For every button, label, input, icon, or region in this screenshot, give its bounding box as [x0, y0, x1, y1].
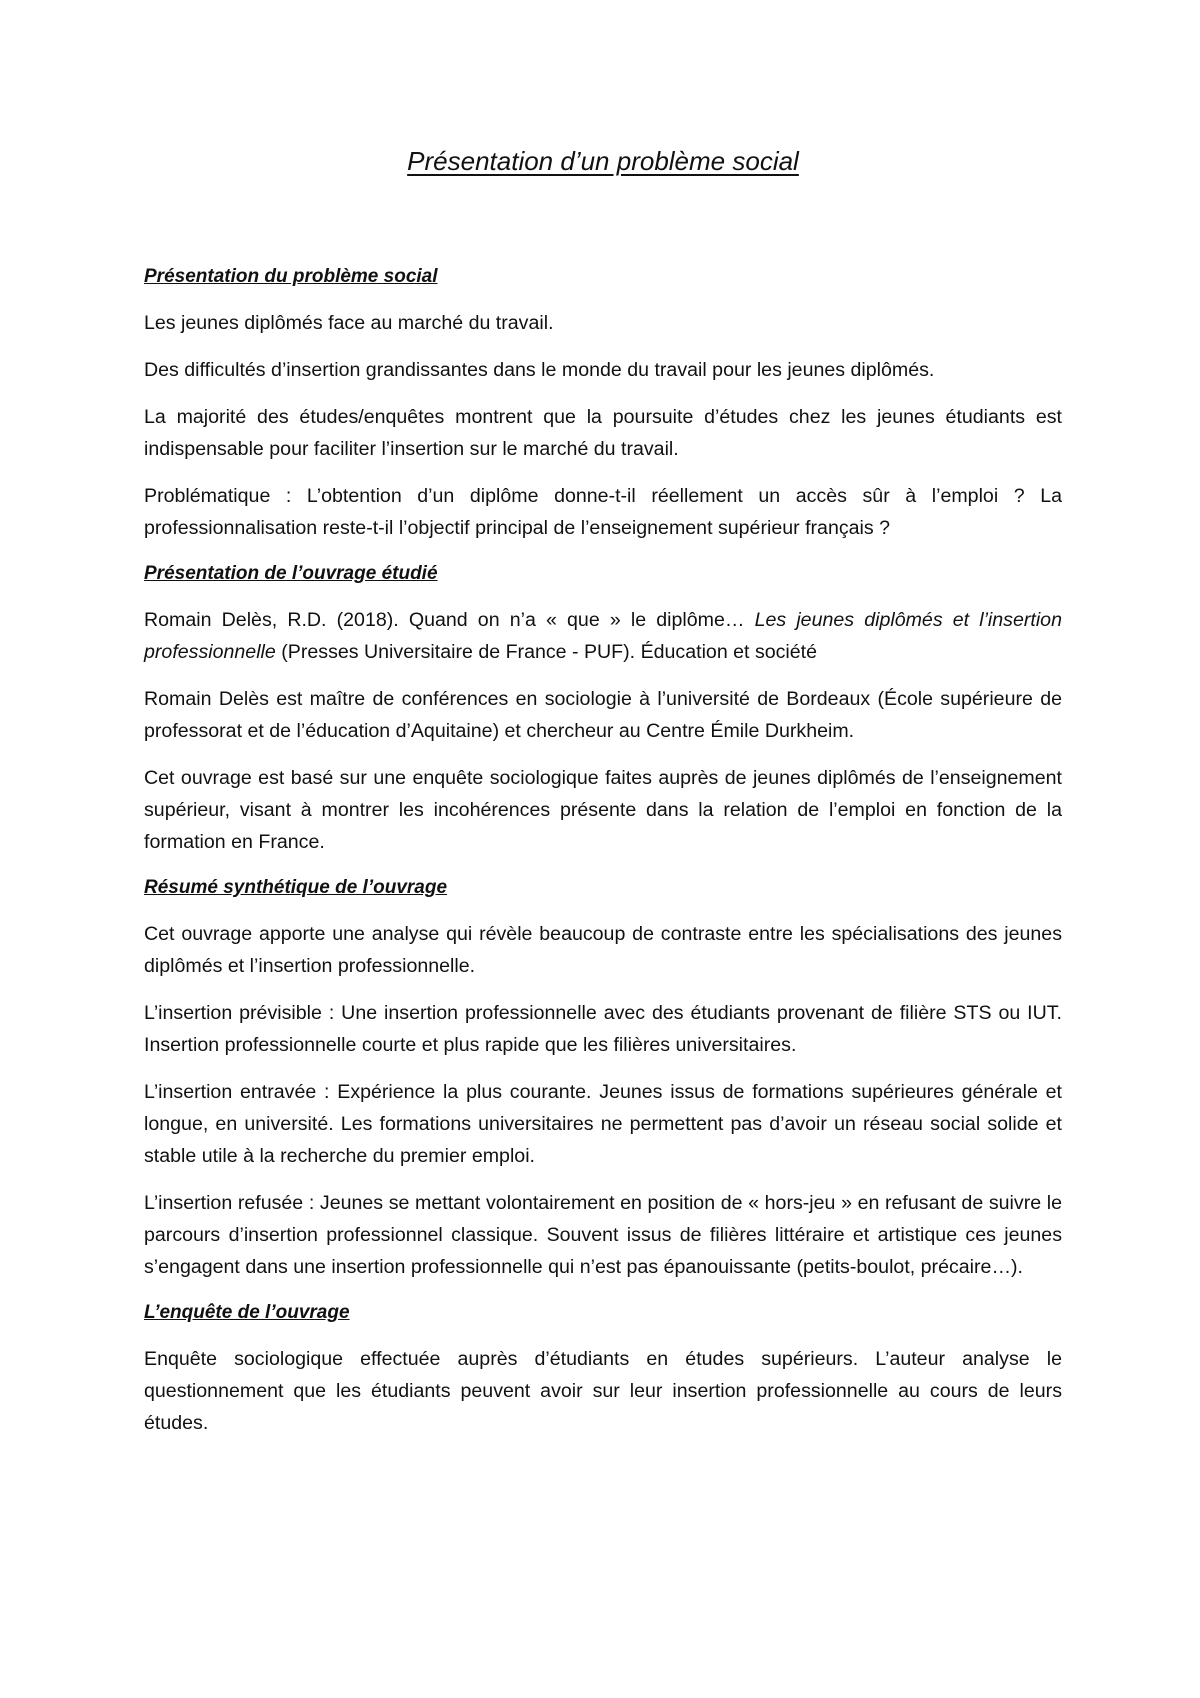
- paragraph: La majorité des études/enquêtes montrent que la poursuite d’études chez les jeunes étudiants est indispensable pour faciliter l’insertion sur le marché du travail.: [144, 406, 1062, 460]
- section-heading-survey: L’enquête de l’ouvrage: [144, 1302, 350, 1323]
- paragraph-problematique: Problématique : L’obtention d’un diplôme donne-t-il réellement un accès sûr à l’emploi ? La professionnalisation reste-t-il l’objectif principal de l’enseignement supérieur français ?: [144, 485, 1062, 539]
- paragraph: Enquête sociologique effectuée auprès d’étudiants en études supérieurs. L’auteur analyse le questionnement que les étudiants peuvent avoir sur leur insertion professionnelle au cours de leurs études.: [144, 1348, 1062, 1434]
- document-page: [144, 0, 1062, 1698]
- reference-text: Romain Delès, R.D. (2018). Quand on n’a « que » le diplôme…: [144, 609, 755, 631]
- document-title: Présentation d’un problème social: [407, 146, 799, 176]
- book-title: Les jeunes diplômés et l’insertion professionnelle: [144, 609, 1062, 663]
- paragraph-author: Romain Delès est maître de conférences en sociologie à l’université de Bordeaux (École supérieure de professorat et de l’éducation d’Aquitaine) et chercheur au Centre Émile Durkheim.: [144, 688, 1062, 742]
- section-heading-book: Présentation de l’ouvrage étudié: [144, 563, 438, 584]
- book-reference: [144, 604, 1062, 668]
- paragraph: Les jeunes diplômés face au marché du travail.: [144, 312, 554, 334]
- document-body: [144, 262, 1062, 1454]
- paragraph-insertion-previsible: L’insertion prévisible : Une insertion professionnelle avec des étudiants provenant de filière STS ou IUT. Insertion professionnelle courte et plus rapide que les filières universitaires.: [144, 1002, 1062, 1056]
- paragraph: Cet ouvrage apporte une analyse qui révèle beaucoup de contraste entre les spécialisations des jeunes diplômés et l’insertion professionnelle.: [144, 923, 1062, 977]
- paragraph: Des difficultés d’insertion grandissantes dans le monde du travail pour les jeunes diplômés.: [144, 359, 935, 381]
- paragraph-insertion-entravee: L’insertion entravée : Expérience la plus courante. Jeunes issus de formations supérieures générale et longue, en université. Les formations universitaires ne permettent pas d’avoir un réseau social solide et stable utile à la recherche du premier emploi.: [144, 1081, 1062, 1167]
- paragraph-insertion-refusee: L’insertion refusée : Jeunes se mettant volontairement en position de « hors-jeu » en refusant de suivre le parcours d’insertion professionnel classique. Souvent issus de filières littéraire et artistique ces jeunes s’engagent dans une insertion professionnelle qui n’est pas épanouissante (petits-boulot, précaire…).: [144, 1192, 1062, 1278]
- section-heading-problem: Présentation du problème social: [144, 266, 438, 287]
- section-heading-summary: Résumé synthétique de l’ouvrage: [144, 877, 448, 898]
- paragraph: Cet ouvrage est basé sur une enquête sociologique faites auprès de jeunes diplômés de l’enseignement supérieur, visant à montrer les incohérences présente dans la relation de l’emploi en fonction de la formation en France.: [144, 767, 1062, 853]
- reference-publisher: (Presses Universitaire de France - PUF). Éducation et société: [275, 641, 818, 663]
